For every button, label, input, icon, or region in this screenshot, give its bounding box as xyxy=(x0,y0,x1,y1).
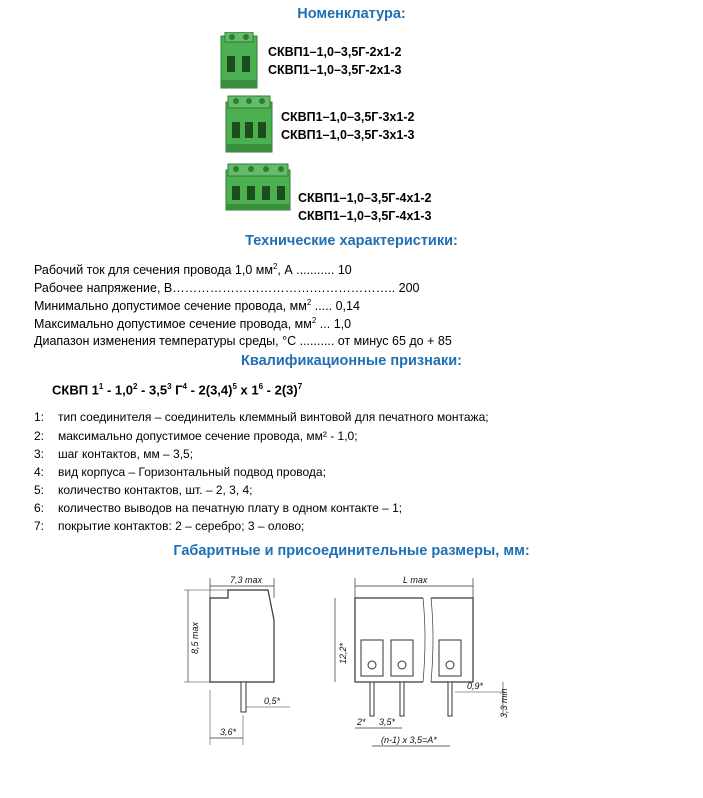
product-code: СКВП1–1,0–3,5Г-3х1-2 xyxy=(281,110,415,124)
spec-min-section: Минимально допустимое сечение провода, $мм^2$ ..... 0,14 xyxy=(34,298,360,314)
dimensions-heading: Габаритные и присоединительные размеры, мм: xyxy=(173,543,530,559)
list-item: 6: количество выводов на печатную плату в одном контакте – 1; xyxy=(34,501,403,515)
front-length-label: L max xyxy=(403,575,428,585)
side-pitch-label: 3,6* xyxy=(220,727,237,737)
front-pin-length-label: 3,3 min xyxy=(499,688,509,718)
list-item: 3: шаг контактов, мм – 3,5; xyxy=(34,447,194,461)
qualification-heading: Квалификационные признаки: xyxy=(241,353,462,369)
side-view-drawing xyxy=(180,570,300,770)
product-codes-3pin xyxy=(281,108,415,144)
spec-temperature: Диапазон изменения температуры среды, °С .......... от минус 65 до + 85 xyxy=(34,334,452,348)
product-code: СКВП1–1,0–3,5Г-4х1-3 xyxy=(298,209,432,223)
product-code: СКВП1–1,0–3,5Г-2х1-3 xyxy=(268,63,402,77)
product-code: СКВП1–1,0–3,5Г-2х1-2 xyxy=(268,45,402,59)
side-height-label: 8,5 max xyxy=(190,621,200,654)
list-item: 2: максимально допустимое сечение провода, мм² - 1,0; xyxy=(34,429,358,443)
side-pin-label: 0,5* xyxy=(264,696,281,706)
front-p1-label: 2* xyxy=(357,717,366,727)
product-code: СКВП1–1,0–3,5Г-3х1-3 xyxy=(281,128,415,142)
front-p2-label: 3,5* xyxy=(379,717,396,727)
spec-current: Рабочий ток для сечения провода 1,0 $мм^2$, А ........... 10 xyxy=(34,262,352,278)
qualification-formula: СКВП $1^1 - 1,0^2 - 3,5^3$ $Г^4 - 2(3,4)^5$ х $1^6 - 2(3)^7$ xyxy=(52,382,303,398)
specs-heading: Технические характеристики: xyxy=(245,233,458,249)
front-formula-label: (n-1) x 3,5=A* xyxy=(381,735,437,745)
nomenclature-heading: Номенклатура: xyxy=(297,6,406,22)
terminal-2pin-image xyxy=(217,32,263,92)
terminal-4pin-image xyxy=(222,162,294,216)
front-height-label: 12,2* xyxy=(338,642,348,664)
terminal-3pin-image xyxy=(222,94,276,158)
product-codes-4pin xyxy=(298,189,432,225)
spec-max-section: Максимально допустимое сечение провода, $мм^2$ ... 1,0 xyxy=(34,316,352,332)
front-view-drawing xyxy=(325,570,525,770)
side-width-label: 7,3 max xyxy=(230,575,263,585)
list-item: 5: количество контактов, шт. – 2, 3, 4; xyxy=(34,483,253,497)
product-code: СКВП1–1,0–3,5Г-4х1-2 xyxy=(298,191,432,205)
list-item: 1: тип соединителя – соединитель клеммный винтовой для печатного монтажа; xyxy=(34,410,489,424)
front-pin-label: 0,9* xyxy=(467,681,484,691)
spec-voltage: Рабочее напряжение, В…………………………….……………….. 200 xyxy=(34,281,420,295)
product-codes-2pin xyxy=(268,43,402,79)
list-item: 7: покрытие контактов: 2 – серебро; 3 – олово; xyxy=(34,519,305,533)
list-item: 4: вид корпуса – Горизонтальный подвод провода; xyxy=(34,465,326,479)
